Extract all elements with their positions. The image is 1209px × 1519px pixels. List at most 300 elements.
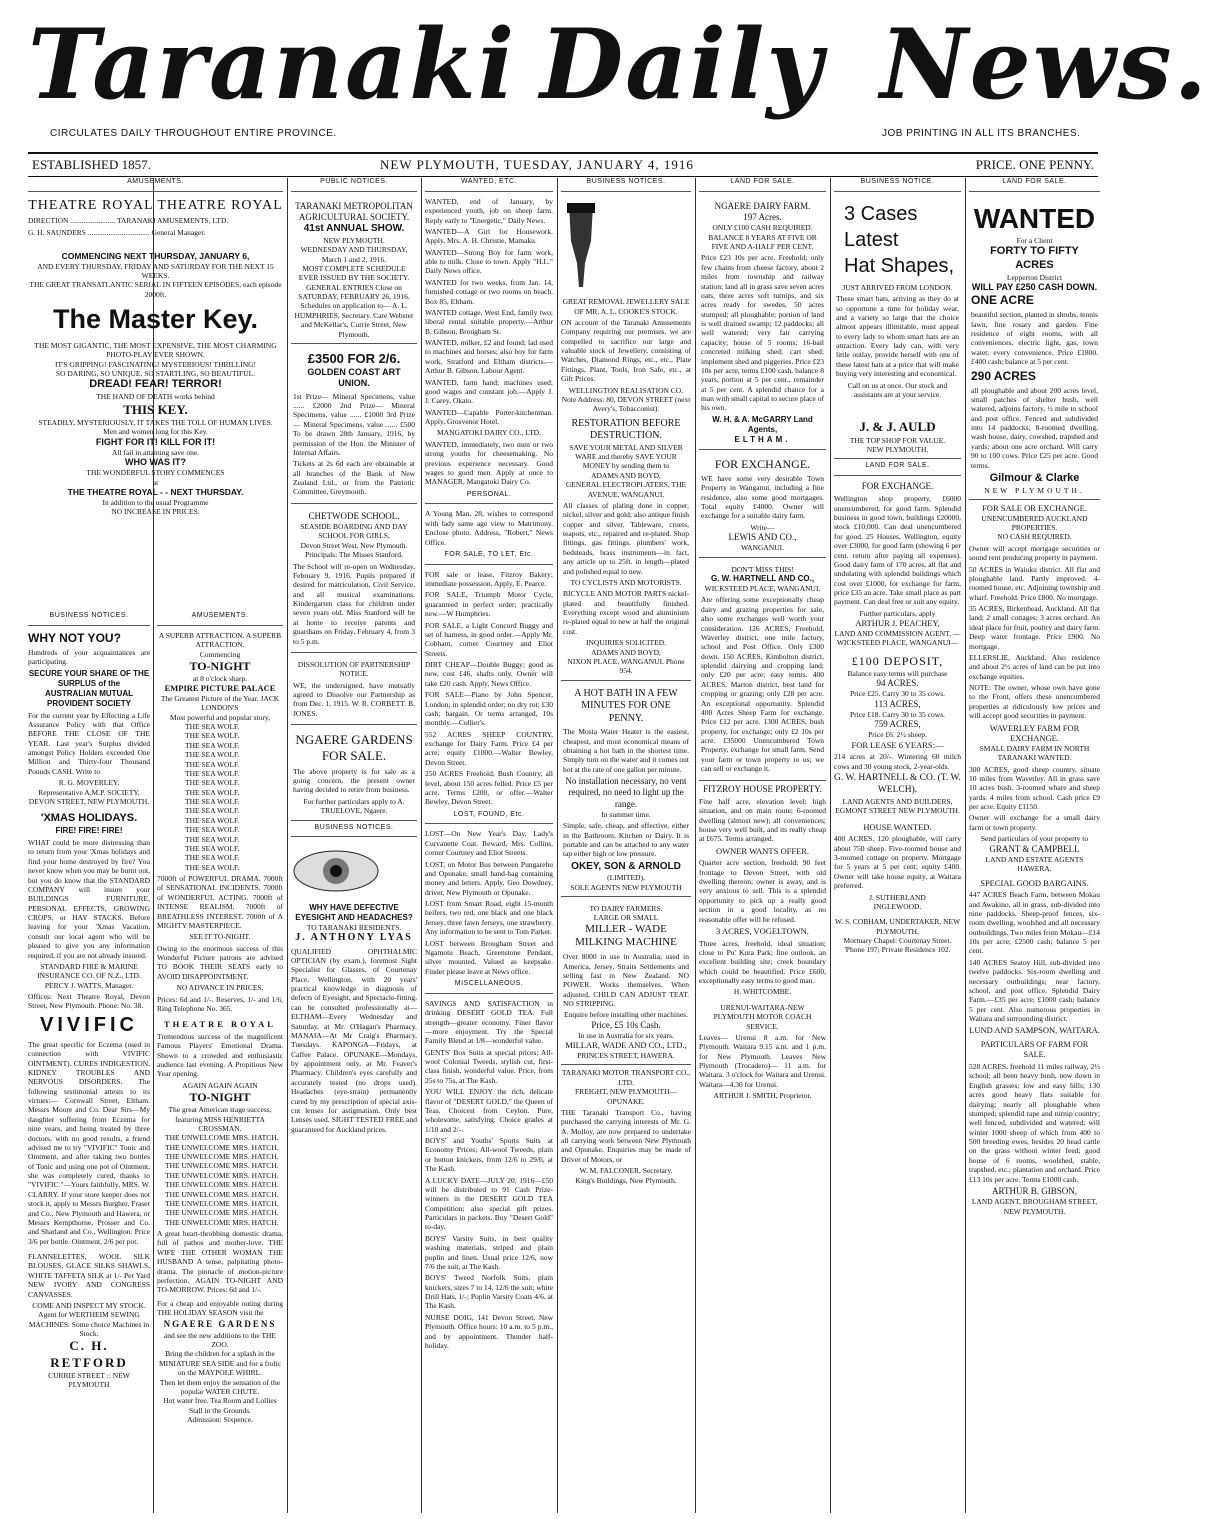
unwelcome-line: THE UNWELCOME MRS. HATCH. [165, 1170, 279, 1180]
acres-290: 290 ACRES [971, 368, 1036, 383]
dread: DREAD! FEAR! TERROR! [89, 378, 222, 391]
unwelcome-line: THE UNWELCOME MRS. HATCH. [165, 1189, 279, 1199]
footage: 7000ft of POWERFUL DRAMA. 7000ft of SENSATIONAL INCIDENTS. 7000ft of WONDERFUL ACTING. 7000ft of INTENSE REALISM. 7000ft of BREATHLESS INTEREST. 7000ft of A MIGHTY MASTERPIECE. [157, 874, 283, 930]
nixon-place: NIXON PLACE, WANGANUI. Phone 954. [567, 656, 685, 676]
sea-wolf-line: THE SEA WOLF. [185, 750, 240, 760]
house-wanted: HOUSE WANTED. [863, 821, 932, 832]
milker-price: Price, £5 10s Cash. [591, 1019, 661, 1030]
commencing: COMMENCING NEXT THURSDAY, JANUARY 6, [61, 251, 250, 261]
write: Write— [750, 522, 775, 532]
hand-of-death: THE HAND OF DEATH works behind [96, 392, 215, 402]
land-agent: LAND AND COMMISSION AGENT, —WICKSTEED PLACE, WANGANUI— [834, 628, 961, 648]
inquiries: INQUIRIES SOLICITED. [586, 638, 666, 648]
misc-ad: GENTS' Box Suits at special prices; All-wool Colonial Tweeds, stylish cut, first-class finish, wonderful value. Price, from 25s to 75s, at The Kash. [425, 1047, 553, 1085]
lost-ad: LOST between Brougham Street and Ngamotu Beach, Greenstone Pendant, silver mounted. Valued as keepsake. Finder please leave at News office. [425, 938, 553, 976]
sale-exchange: FOR SALE OR EXCHANGE. [982, 503, 1087, 513]
standard-co: STANDARD FIRE & MARINE INSURANCE CO. OF N.Z., LTD. [37, 961, 141, 981]
vivific-title: VIVIFIC [39, 1013, 138, 1036]
taranaki-metropolitan: TARANAKI METROPOLITAN AGRICULTURAL SOCIETY. [295, 200, 413, 222]
exchange-ad [699, 453, 826, 558]
wanted-client-ad [969, 197, 1100, 500]
acres-400: 400 ACRES, 120 ploughable, will carry about 750 sheep. Five-roomed house and 3-roomed cottage on property. Mortgage for 5 years at 5 per cent; equity £400. Owner will take house equity, at Waitara preferred. [834, 834, 961, 891]
golden-coast: GOLDEN COAST ART UNION. [307, 367, 401, 389]
gw-hartnell: G. W. HARTNELL & CO. (T. W. WELCH). [834, 773, 961, 795]
ngaere-sale-ad [291, 728, 417, 820]
acres-759: 759 ACRES, [874, 719, 921, 730]
hat-ad [834, 197, 961, 460]
lease-body: 214 acres at 20/-. Wintering 60 milch cows and 30 young stock, 2-year-olds. [834, 752, 961, 771]
no-cash: NO CASH REQUIRED. [997, 532, 1072, 542]
miller-wade: MILLER - WADE MILKING MACHINE [575, 922, 677, 949]
school-body: The School will re-open on Wednesday, February 9, 1916. Pupils prepared if desired for matriculation, Civil Service, and all musical examinations. Kindergarten class for children under seven years old. Miss Stanford will be at home to receive parents and guardians on Friday, February 4, from 3 to 5 p.m. [293, 561, 415, 646]
unwelcome-line: THE UNWELCOME MRS. HATCH. [165, 1152, 279, 1161]
deposit: £100 DEPOSIT, [851, 653, 944, 668]
masthead-title-taranaki: Taranaki [28, 8, 517, 121]
business-notices-col5 [561, 178, 691, 1513]
no-increase: NO INCREASE IN PRICES. [111, 507, 200, 517]
mortuary: Mortuary Chapel: Courtenay Street. 'Phone 197; Private Residence 102. [843, 936, 952, 955]
see-it: SEE IT TO-NIGHT. [189, 932, 251, 942]
secure-share: SECURE YOUR SHARE OF THE SURPLUS of the [28, 668, 150, 688]
urenui: URENUI-WAITARA-NEW PLYMOUTH MOTOR COACH SERVICE. [713, 1002, 812, 1031]
personal-ad: A Young Man, 28, wishes to correspond with lady same age view to Matrimony. Enclose photo. Address, "Robert," News Office. [425, 509, 553, 547]
vivific-body: The great specific for Eczema (used in connection with VIVIFIC OINTMENT). CURES INDIGESTION, KIDNEY TROUBLES AND NERVOUS DISORDERS. The following testimonial attests to its virtues:— Cornwall Street, Eltham. Messrs Moore and Co. Dear Sirs—My daughter suffering from Eczema for nine years, and being treated by three doctors, with no good results, a friend advised me to try "VIVIFIC" Tonic and Ointment, and after taking two bottles of Tonic and using one pot of Ointment, she was completely cured, thanks to "VIVIFIC."—Yours faithfully, MRS. W. CLARRY. If your store keeper does not stock it, apply to Messrs Burgher, Fraser and Co., New Plymouth and Hawera, or Messrs Kempthorne, Prosser and Co. and Sharland and Co., Wellington. Price 3/6 per bottle. Ointment, 2/6 per pot. [28, 1039, 150, 1246]
cyclists: TO CYCLISTS AND MOTORISTS. [570, 577, 682, 587]
will-pay: WILL PAY £250 CASH DOWN. [971, 282, 1098, 292]
np: NEW PLYMOUTH. [323, 235, 385, 245]
place-date: NEW PLYMOUTH, TUESDAY, JANUARY 4, 1916 [380, 157, 694, 172]
sutherland: J. SUTHERLAND [869, 892, 926, 902]
whitcombe: H. WHITCOMBE. [733, 987, 792, 997]
misc-ad: BOYS' and Youths' Sports Suits at Economy Prices; All-wool Tweeds, plain or button knickers, from 12/6 to 29/6, at The Kash. [425, 1136, 553, 1174]
addition: In addition to the usual Programme [102, 497, 209, 507]
amp-body: For the current year by Effecting a Life Assurance Policy with that Office BEFORE THE CLOSE OF THE YEAR. Last year's Surplus divided amongst Policy Holders exceeded One Million and Thirty-four Thousand Pounds CASH. Write to [28, 710, 150, 776]
special-bargains: SPECIAL GOOD BARGAINS. [980, 877, 1089, 888]
steadily: STEADILY, MYSTERIOUSLY, IT TAKES THE TOLL OF HUMAN LIVES. [38, 417, 273, 427]
price-25: Price £25. Carry 30 to 35 cows. [850, 689, 945, 699]
tickets: Tickets at 2s 6d each are obtainable at all branches of the Bank of New Zealand Ltd., or from the Patriotic Committee, Greymouth. [293, 459, 415, 497]
hat-body: These smart hats, arriving as they do at so opportune a time for holiday wear, and a variety so large that the choice almost appears illimitable, must appeal to every lady to whom smart hats are an attraction. Every lady can, with very little outlay, provide herself with one of these latest hats at a price that will make buying very interesting and economical. [836, 294, 959, 379]
exchange-body: WE have some very desirable Town Property in Wanganui, including a fine residence, also some good mortgages. Total equity £4000. Owner will exchange for a suitable dairy farm. [701, 473, 824, 521]
dateline [28, 152, 1098, 177]
chetwode: CHETWODE SCHOOL. [308, 510, 400, 521]
greatest: The Greatest Picture of the Year. JACK LONDON'S [160, 693, 280, 713]
sea-wolf-list [157, 722, 283, 872]
unwelcome-line: THE UNWELCOME MRS. HATCH. [165, 1217, 279, 1227]
pounds: £3500 FOR 2/6. [307, 350, 401, 366]
adams-boyd: ADAMS AND BOYD, [591, 470, 661, 480]
top-shop: THE TOP SHOP FOR VALUE. [849, 435, 946, 445]
wonderful-story: THE WONDERFUL STORY COMMENCES [86, 468, 225, 478]
forsale-ad: FOR SALE—Piano by John Spencer, London; in splendid order; no dry rot; £30 cash; bargain. Or terms arranged, 10s monthly.—Collier's. [425, 690, 553, 728]
dairy-farmers: TO DAIRY FARMERS. [589, 903, 663, 913]
transport: TARANAKI MOTOR TRANSPORT CO., LTD. [561, 1068, 691, 1087]
section-head: LAND FOR SALE. [699, 178, 826, 192]
sea-wolf-line: THE SEA WOLF. [185, 722, 240, 731]
amusements-col2 [157, 612, 283, 1512]
wanted-ad: WANTED—A Girl for Housework. Apply, Mrs. A. H. Christie, Mamaku. [425, 226, 553, 246]
owner-wants: OWNER WANTS OFFER. [715, 845, 810, 856]
lost-ad: LOST, on Motor Bus between Pungarehu and Opunake, small hand-bag containing money and letters. Apply, Geo Dowdney, driver, New Plymouth or Opunake. [425, 859, 553, 897]
misc-ad: YOU WILL ENJOY the rich, delicate flavor of "DESERT GOLD," the Queen of Teas. Choicest from Ceylon. Pure, wholesome, satisfying. Choice grades at 1/10 and 2/-. [425, 1087, 553, 1134]
sea-wolf-line: THE SEA WOLF. [185, 843, 240, 853]
hat-shapes: Hat Shapes, [844, 254, 955, 277]
price: PRICE. ONE PENNY. [975, 157, 1094, 172]
principals: Principals: The Misses Stanford. [305, 550, 403, 560]
superb: A SUPERB ATTRACTION. A SUPERB ATTRACTION. [158, 630, 282, 650]
misc-ad: NURSE DOIG, 141 Devon Street, New Plymouth. Office hours: 10 a.m. to 5 p.m., and by appointment. Thunder half-holiday. [425, 1312, 553, 1350]
forsale-ad: FOR SALE, a Light Concord Buggy and set of harness, in good order.—Apply Mr. Cobham, corner Courtney and Eliot Streets. [425, 620, 553, 658]
waverley: WAVERLEY FARM FOR EXCHANGE. [989, 722, 1080, 744]
balance-easy: Balance easy terms will purchase [847, 668, 948, 678]
unwelcome-body: A great heart-throbbing domestic drama, full of pathos and mother-love. THE WIFE THE OTHER WOMAN THE HUSBAND A tense, palpitating photo-drama. The pinnacle of motion-picture perfection. AGAIN TO-NIGHT AND TO-MORROW. Prices: 6d and 1/-. [157, 1229, 283, 1295]
a447: 447 ACRES Beach Farm, between Mokau and Awakino, all in grass, sub-divided into nine paddocks. Sheep-proof fences, six-room dwelling, woolshed and all necessary outbuildings. Two miles from Mokau—£14 10s per acre; £2500 cash; balance 5 per cent. [969, 890, 1100, 956]
note-address: Note Address: 80, DEVON STREET (next Avery's, Tobacconist). [561, 394, 691, 414]
ellerslie: ELLERSLIE, Auckland. Also residence and about 2½ acres of land can be put into exchange equities. [969, 652, 1100, 681]
a290-body: all ploughable and about 200 acres level, small patches of shelter bush, well watered, adjoins factory, ½ mile to school and post office. Fenced and subdivided into 14 paddocks; 8-roomed dwelling, wash house, dairy, cowshed, trapshed and yards; about one acre orchard. Will carry 90 to 100 cows. Price £25 per acre. Good terms. [971, 385, 1098, 470]
come-inspect: COME AND INSPECT MY STOCK. [32, 1300, 146, 1310]
owner-accept: Owner will accept mortgage securities or sound rent producing property in payment. [969, 543, 1100, 563]
section-head: AMUSEMENTS. [157, 612, 283, 626]
section-head: LAND FOR SALE. [834, 462, 961, 476]
cases: 3 Cases [844, 202, 918, 225]
retford: C. H. RETFORD [50, 1338, 128, 1370]
price-18: Price £18. Carry 30 to 35 cows. [850, 709, 945, 719]
at-8: at 8 o'clock sharp. [192, 673, 248, 683]
manager: G. H. SAUNDERS ................................. General Manager. [28, 227, 206, 237]
sole-agents: SOLE AGENTS NEW PLYMOUTH [570, 882, 682, 892]
cheap-outing: For a cheap and enjoyable outing during THE HOLIDAY SEASON visit the [157, 1298, 283, 1317]
sea-wolf-line: THE SEA WOLF. [185, 759, 240, 769]
no-advance: NO ADVANCE IN PRICES. [176, 983, 264, 993]
wanted-ad: WANTED cottage, West End, family two; liberal rental suitable property.—Arthur B. Gibson, Brougham St. [425, 307, 553, 336]
hot-bath: A HOT BATH IN A FEW MINUTES FOR ONE PENNY. [574, 687, 678, 724]
peachey: ARTHUR J. PEACHEY, [855, 618, 940, 629]
call-on-us: Call on us at once. Our stock and assistants are at your service. [847, 380, 948, 399]
acres-197: 197 Acres. [743, 212, 782, 222]
owner-body: Quarter acre section, freehold; 90 feet frontage to Devon Street, with old dwelling thereon; owner is away, and is very anxious to sell. This is a splendid opportunity to pick up a really good section in a good locality, as no reasonable offer will be refused. [699, 858, 826, 924]
lost-ad: LOST from Smart Road, eight 15-month heifers, two red, one black and one black Jersey, three fawn Jerseys, one strawberry. Any information to be sent to Tom Parker. [425, 899, 553, 937]
xmas-holidays: 'XMAS HOLIDAYS. [40, 812, 138, 825]
ngaere-dairy-ad [699, 197, 826, 450]
a50: 50 ACRES in Waiuku district. All flat and ploughable land. Partly improved. 4-roomed house, etc. Adjoining township and wharf. Freehold. Price £800. No mortgage. [969, 564, 1100, 602]
flannelettes: FLANNELETTES, WOOL SILK BLOUSES, GLACE SILKS SHAWLS, WHITE TAFFETA SILK at 1/- Per Yard NEW IVORY AND CONGRESS CANVASSES. [28, 1252, 150, 1299]
enquire: Enquire before installing other machines. [564, 1010, 688, 1020]
transport-body: THE Taranaki Transport Co., having purchased the carrying interests of Mr. G. A. Molloy, are now prepared to undertake all carrying work between New Plymouth and Opunake. Enquiries may be made of Driver of Motors, or [561, 1107, 691, 1164]
column-rule [287, 178, 288, 1513]
lease: FOR LEASE 6 YEARS:— [851, 739, 944, 750]
every: AND EVERY THURSDAY, FRIDAY AND SATURDAY FOR THE NEXT 15 WEEKS. [37, 261, 274, 280]
again: AGAIN AGAIN AGAIN [182, 1080, 258, 1090]
amusements-wide [28, 178, 283, 598]
in-use: In use in Australia for six years. [578, 1031, 674, 1040]
auld-np: NEW PLYMOUTH. [866, 444, 929, 454]
no-installation: No installation necessary, no vent required, no need to light up the range. [565, 776, 687, 809]
moverley: R. G. MOVERLEY, [58, 778, 120, 788]
public-notices-col [291, 178, 417, 1513]
sea-wolf-line: THE SEA WOLF. [185, 797, 240, 806]
for-client: For a Client [1016, 235, 1053, 245]
unwelcome-line: THE UNWELCOME MRS. HATCH. [165, 1133, 279, 1143]
lund-sampson: LUND AND SAMPSON, WAITARA. [969, 1025, 1100, 1036]
acres-113: 113 ACRES, [874, 698, 921, 709]
eltham: ELTHAM. [734, 434, 791, 444]
amp-rep: Representative A.M.P. SOCIETY, DEVON STREET, NEW PLYMOUTH. [28, 787, 150, 806]
a35: 35 ACRES, Birkenhead, Auckland. All flat land; 2 small cottages; 3 acres orchard. An ideal place for fruit, poultry and dairy farm. Deep water frontage. Price £900. No mortgage. [969, 604, 1100, 651]
mosta: The Mosta Water Heater is the easiest, cheapest, and most economical means of obtaining a hot bath in the shortest time. Simply turn on the water and it comes out hot at the rate of one gallon per minute. [563, 727, 689, 774]
sea-wolf-line: THE SEA WOLF. [185, 740, 240, 750]
daring: SO DARING, SO UNIQUE, SO STARTLING, SO BEAUTIFUL. [55, 369, 256, 378]
auld: J. & J. AULD [859, 419, 936, 435]
art-union-ad [291, 347, 417, 504]
theatre-title: THEATRE ROYAL THEATRE ROYAL [28, 197, 283, 213]
prices: Prices: 6d and 1/-. Reserves, 1/- and 1/6, Ring Telephone No. 365. [157, 994, 283, 1013]
unwelcome-line: THE UNWELCOME MRS. HATCH. [165, 1142, 279, 1152]
cobham: W. S. COBHAM, UNDERTAKER, NEW PLYMOUTH. [834, 917, 961, 936]
offices: Offices: Next Theatre Royal, Devon Street, New Plymouth. Phone: No. 38. [28, 992, 150, 1011]
a300: 300 ACRES, good sheep country, situate 10 miles from Waverley. All in grass save 10 acres bush. 3-roomed whare and sheep yards. 4 miles from school. Cash price £9 per acre. Equity £1150. [969, 764, 1100, 811]
who-was-it: WHO WAS IT? [125, 457, 186, 468]
princes-street: PRINCES STREET, HAWERA. [577, 1051, 675, 1060]
sea-wolf-line: THE SEA WOLF. [185, 834, 240, 844]
why-not-you: WHY NOT YOU? [28, 630, 121, 645]
sea-wolf-line: THE SEA WOLF. [185, 778, 240, 788]
lyas: J. ANTHONY LYAS [295, 932, 413, 943]
a528: 528 ACRES, freehold 11 miles railway, 2½ school; all been heavy bush, now down in English grasses; low and easy hills; 130 acres good heavy flats suitable for dairying; nearly all ploughable when stumped; splendid rape and turnip country; well fenced, subdivided and watered; will winter 1000 sheep of which from 400 to 500 breeding ewes, besides 20 head cattle on the grass without winter feed; good house of 6 rooms, woolshed, stable, trapshed, etc.; plantation and orchard. Price £13 10s per acre. Terms £1000 cash. [969, 1062, 1100, 1184]
vogel-body: Three acres, freehold, ideal situation; close to Pu' Kura Park; fine outlook, an excellent building site; creek boundary which could be beautified. Price £600, exceptionally easy terms to good man. [699, 938, 826, 985]
misc-ad: BOYS' Tweed Norfolk Suits, plain knickers, sizes 7 to 14, 12/6 the suit; white Drill Hats, 1/-; Poplin Varsity Coats 4/6, at The Kash. [425, 1273, 553, 1311]
wanganui: WANGANUI. [740, 543, 785, 553]
note: NOTE: The owner, whose own have gone to the Front, offers these unencumbered properties at ridiculously low prices and will accept good securities in payment. [969, 683, 1100, 721]
for-exchange: FOR EXCHANGE. [861, 481, 934, 491]
sewing-agent: Agent for WERTHEIM SEWING MACHINES. Some choice Machines in Stock. [28, 1310, 150, 1338]
all-fail: All fail in attaining save one. [111, 447, 200, 457]
owing: Owing to the enormous success of this Wonderful Picture patrons are advised TO BOOK THEIR SEATS early to AVOID DISAPPOINTMENT. [157, 943, 283, 981]
sea-wolf-line: THE SEA WOLF. [185, 862, 240, 872]
business-notice-col7 [834, 178, 961, 1513]
gc-np: NEW PLYMOUTH. [984, 485, 1085, 495]
smith: ARTHUR J. SMITH, Proprietor. [713, 1091, 812, 1101]
section-head: FOR SALE, TO LET, Etc. [425, 551, 553, 565]
grant-sub: LAND AND ESTATE AGENTS HAWERA. [985, 854, 1084, 874]
ngaere-sale: NGAERE GARDENS FOR SALE. [295, 732, 413, 764]
sea-wolf-line: THE SEA WOLF. [185, 815, 240, 825]
most-gigantic: THE MOST GIGANTIC, THE MOST EXPENSIVE, THE MOST CHARMING PHOTO-PLAY EVER SHOWN. [34, 340, 277, 360]
ngaere-gardens: NGAERE GARDENS [163, 1319, 277, 1330]
sea-wolf-line: THE SEA WOLF. [185, 787, 240, 797]
ngaere-body: The above property is for sale as a going concern, the present owner having decided to retire from business. [293, 766, 415, 795]
removal-body: ON account of the Taranaki Amusements Company requiring our premises, we are compelled to sacrifice our large and valuable stock of Jewellery, consisting of Watches, Diamond Rings, etc., etc., Plate Fittings, Plant, Tools, Iron Safe, etc., at Gift Prices. [561, 317, 691, 384]
hot-water: Hot water free. Tea Room and Lollies Stall in the Grounds. [163, 1396, 277, 1415]
lyas-body: QUALIFIED OPHTHALMIC OPTICIAN (by exam.), foremost Sight Specialist for Glasses, of Courtenay Place, Wellington, with 20 years' practical knowledge in diagnosis of defects of Eyesight, and Spectacle-fitting, can be consulted professionally at— ELTHAM—Every Wednesday and Saturday, at Mr. O'Hagan's Pharmacy. MANAIA—At Mr Craig's Pharmacy, Tuesdays. KAPONGA—Fridays, at Caffee Palace. OPUNAKE—Mondays, by appointment only, at Mr. Feaver's Pharmacy. Children's eyes carefully and accurately tested (no drops used). Headaches (eye-strain) permanently cured by my prescription of special axis-cut lenses for astigmatism. Only best Lenses used. SIGHT TESTED FREE and guaranteed for Auckland prices. [291, 946, 417, 1134]
column-rule [695, 178, 696, 1513]
wanted-col [425, 178, 553, 1513]
one-acre: ONE ACRE [971, 293, 1034, 308]
summer: In summer time. [601, 809, 651, 819]
american: The great American stage success, featuring MISS HENRIETTA CROSSMAN. [168, 1105, 272, 1133]
restoration-ad [561, 414, 691, 681]
small-dairy: SMALL DAIRY FARM IN NORTH TARANAKI WANTED. [979, 743, 1090, 763]
gibson: ARTHUR B. GIBSON, [992, 1185, 1077, 1196]
plating-classes: All classes of plating done in copper, nickel, silver and gold; also antique finish copper and silver. Tableware, cruets, teapots, etc., repaired and re-plated. Shop fittings, gas fittings, plumbers' work, bedsteads, brass instruments—in fact, any article up to 25ft. in length—plated and polished equal to new. [563, 500, 689, 576]
theatre-royal-2: THEATRE ROYAL [164, 1019, 276, 1030]
established: ESTABLISHED 1857. [32, 157, 151, 172]
commencing: Commencing [199, 649, 241, 659]
empire-picture-palace: EMPIRE PICTURE PALACE [164, 683, 276, 694]
fitzroy: FITZROY HOUSE PROPERTY. [703, 783, 822, 794]
section-head: LOST, FOUND, Etc. [425, 811, 553, 825]
at: at [152, 477, 159, 487]
misc-ad: A LUCKY DATE—JULY 20, 1916—£50 will be distributed to 91 Cash Prize-winners in the DESERT GOLD TEA Competition; also special gift prizes. Particulars in packets. Buy "Desert Gold" to-day. [425, 1175, 553, 1232]
land-for-sale-col8 [969, 178, 1100, 1513]
tonight-2: TO-NIGHT [189, 1090, 251, 1105]
tremendous: Tremendous success of the magnificent Famous Players' Emotional Drama. Shown to a crowded and enthusiastic audience last evening. A Propitious New Year opening. [157, 1031, 283, 1079]
leaves: Leaves— Urenui 8 a.m. for New Plymouth. Waitara 9.15 a.m. and 1 p.m. for New Plymouth. Leaves New Plymouth (Trocadero)— 11 a.m. for Waitara. 3 o'clock for Waitara and Urenui. Waitara—4.30 for Urenui. [699, 1032, 826, 1089]
prizes: 1st Prize— Mineral Specimens, value ...... £2000 2nd Prize— Mineral Specimens, value ...... £1000 3rd Prize— Mineral Specimens, value ...... £500 To be drawn 28th January, 1916, by permission of the Hon. the Minister of Internal Affairs. [293, 391, 415, 457]
falconer: W. M. FALCONER, Secretary. [579, 1166, 673, 1176]
a140: 140 ACRES Seatoy Hill, sub-divided into twelve paddocks. Six-room dwelling and necessary outbuildings; near factory, school, and post office. Splendid Dairy Farm.—£35 per acre; £1000 cash; balance 5 per cent. Also numerous properties in Waitara and surrounding district. [969, 957, 1100, 1023]
dates: WEDNESDAY AND THURSDAY, March 1 and 2, 1916. [300, 245, 408, 264]
sea-wolf-line: THE SEA WOLF. [185, 731, 240, 741]
masthead [0, 0, 1209, 150]
wanted-ad: WANTED, end of January, by experienced youth, job on sheep farm. Reply early to "Energetic," Daily News. [425, 196, 553, 225]
next-thursday: THE THEATRE ROYAL - - NEXT THURSDAY. [67, 487, 244, 498]
hartnell: G. W. HARTNELL AND CO., [710, 574, 815, 583]
fire-fire: FIRE! FIRE! FIRE! [55, 826, 123, 835]
acres-94: 94 ACRES. [876, 677, 919, 688]
forsale-ad: FOR SALE, Triumph Motor Cycle, guaranteed in perfect order; practically new.—W Humphries. [425, 590, 553, 619]
further: For further particulars apply to A. TRUELOVE, Ngaere. [303, 796, 405, 816]
fitzroy-body: Fine half acre, elevation level; high situation, and on main route; 6-roomed dwelling (almost new); all conveniences; house very well built, and its really cheap at £675. Terms arranged. [699, 796, 826, 844]
miller-body: Over 8000 in use in Australia; used in America, Jersey, Straits Settlements and selling fast in New Zealand. NO POWER. Works themselves. When adjusted, CHILD CAN ADJUST TEAT. NO STRIPPING. [563, 952, 689, 1008]
price-6: Price £6. 2½ sheep. [868, 730, 927, 740]
forty-fifty: FORTY TO FIFTY ACRES [990, 245, 1079, 271]
this-key: THIS KEY. [123, 401, 188, 417]
tagline-right: JOB PRINTING IN ALL ITS BRANCHES. [882, 128, 1081, 139]
diss-body: WE, the undersigned, have mutually agreed to Dissolve our Partnership as from Dec. 1, 1915. W. R. CORBETT. B. JONES. [293, 680, 415, 718]
entries: GENERAL ENTRIES Close on SATURDAY, FEBRUARY 26, 1916. [298, 282, 410, 301]
section-head: PERSONAL. [425, 491, 553, 505]
freight: FREIGHT, NEW PLYMOUTH—OPUNAKE. [574, 1087, 678, 1106]
hundreds: Hundreds of your acquaintances are participating. [28, 647, 150, 667]
zoo: and see the new additions to the THE ZOO. [163, 1330, 277, 1349]
wanted-ad: MANGATOKI DAIRY CO., LTD. [437, 428, 541, 438]
mcgarry: W. H. & A. McGARRY Land Agents, [712, 414, 813, 434]
seaside: SEASIDE BOARDING AND DAY SCHOOL FOR GIRLS, [300, 522, 408, 541]
kings-buildings: King's Buildings, New Plymouth. [575, 1175, 677, 1185]
admission: Admission: Sixpence. [187, 1415, 253, 1424]
sea-wolf-line: THE SEA WOLF. [185, 825, 240, 835]
unwelcome-line: THE UNWELCOME MRS. HATCH. [165, 1198, 279, 1208]
vogeltown: 3 ACRES, VOGELTOWN. [716, 925, 809, 936]
large-small: LARGE OR SMALL [593, 913, 659, 923]
milking-ad [561, 900, 691, 1066]
school-ad [291, 507, 417, 653]
wanted-ad: WANTED—Strong Boy for farm work, able to milk. Close to town. Apply "H.L." Daily News office. [425, 247, 553, 276]
millar-wade: MILLAR, WADE AND CO., LTD., [565, 1040, 687, 1051]
master-key-title: The Master Key. [52, 304, 259, 335]
lepperton: Lepperton District [1006, 272, 1063, 282]
further: Further particulars, apply [859, 608, 936, 618]
gilmour-clarke: Gilmour & Clarke [989, 471, 1080, 484]
devon: Devon Street West, New Plymouth. [300, 540, 408, 550]
show-ad [291, 197, 417, 344]
restoration: RESTORATION BEFORE DESTRUCTION. [571, 417, 681, 442]
inglewood: INGLEWOOD. [873, 901, 922, 911]
section-head: BUSINESS NOTICES. [561, 178, 691, 192]
particulars: PARTICULARS OF FARM FOR SALE. [980, 1040, 1089, 1059]
most-powerful: Most powerful and popular story, [169, 712, 271, 722]
latest: Latest [844, 228, 899, 251]
gibson-sub: LAND AGENT, BROUGHAM STREET, NEW PLYMOUTH. [971, 1197, 1098, 1216]
lewis: LEWIS AND CO., [728, 532, 797, 542]
annual-show: 41st ANNUAL SHOW. [303, 223, 405, 235]
section-head: WANTED, ETC. [425, 178, 553, 192]
tagline-left: CIRCULATES DAILY THROUGHOUT ENTIRE PROVINCE. [50, 128, 337, 139]
wanted-ad: WANTED, farm hand; machines used; good wages and constant job.—Apply J. J. Carey, Okato. [425, 377, 553, 406]
ngaere-dairy: NGAERE DAIRY FARM. [714, 200, 811, 211]
masthead-title-news: News. [880, 8, 1209, 121]
forsale-ad: DIRT CHEAP—Double Buggy; good as new, cost £46, shafts only. Owner will take £20 cash. Apply, News Office. [425, 660, 553, 688]
unencumbered: UNENCUMBERED AUCKLAND PROPERTIES. [981, 513, 1088, 532]
unwelcome-list [157, 1133, 283, 1227]
column-rule [965, 178, 966, 1513]
amp-name: AUSTRALIAN MUTUAL PROVIDENT SOCIETY [45, 688, 133, 708]
save-metal: SAVE YOUR METAL AND SILVER WARE and thereby SAVE YOUR MONEY by sending them to [569, 442, 683, 471]
owner-exch: Owner will exchange for a small dairy farm or town property. [969, 813, 1100, 832]
bicycle-parts: BICYCLE AND MOTOR PARTS nickel-plated and beautifully finished. Everything except wood and aluminium re-plated equal to new at half the original cost. [563, 589, 689, 636]
section-head: LAND FOR SALE. [969, 178, 1100, 192]
fight: FIGHT FOR IT! KILL FOR IT! [95, 436, 216, 447]
unwelcome-line: THE UNWELCOME MRS. HATCH. [165, 1180, 279, 1190]
limited: (LIMITED), [607, 873, 645, 883]
section-head: MISCELLANEOUS. [425, 980, 553, 994]
dissolution-ad [291, 656, 417, 725]
removal: GREAT REMOVAL JEWELLERY SALE OF MR. A. L. COOKE'S STOCK. [562, 297, 690, 316]
fire-body: WHAT could be more distressing than to return from your 'Xmas holidays and find your home destroyed by fire? You never know when you may be burnt out, but you do know that the STANDARD COMPANY will insure your BUILDINGS FURNITURE, PERSONAL EFFECTS, GROWING CROPS, or HAY STACKS. Before leaving for your 'Xmas Vacation, consult our local agent who will be pleased to give you any information required, if you are not already insured. [28, 838, 150, 960]
sea-wolf-line: THE SEA WOLF. [185, 768, 240, 778]
misc-ad: BOYS' Varsity Suits, in best quality washing materials, striped and plain poplin and linen. Usual price 12/6, now 7/6 the suit, at The Kash. [425, 1233, 553, 1271]
grant-campbell: GRANT & CAMPBELL [989, 843, 1080, 854]
serial: THE GREAT TRANSATLANTIC SERIAL IN FIFTEEN EPISODES, each episode 2000ft. [29, 280, 282, 299]
agents-builders: LAND AGENTS AND BUILDERS, EGMONT STREET NEW PLYMOUTH. [835, 796, 960, 816]
section-head: BUSINESS NOTICES. [28, 612, 150, 626]
forsale-ad: FOR sale or lease, Fitzroy Bakery; immediate possession. Apply, E. Pearce. [425, 569, 553, 588]
misc-ad: SAVINGS AND SATISFACTION in drinking DESERT GOLD TEA. Full strength—greater economy. Finer flavor—more enjoyment. Try the Special Family Blend at 1/8—wonderful value. [425, 998, 553, 1046]
column-rule [557, 178, 558, 1513]
schedules: Schedules on application to— A. L. HUMPHRIES, Secretary. Care Webster and McKellar's, Currie Street, New Plymouth. [294, 301, 414, 339]
direction: DIRECTION ........................ TARANAKI AMUSEMENTS, LTD. [28, 216, 229, 226]
wanted-ad: WANTED for two weeks, from Jan. 14, furnished cottage or two rooms on beach. Box 85, Eltham. [425, 277, 553, 306]
schedule: MOST COMPLETE SCHEDULE EVER ISSUED BY THE SOCIETY. [298, 263, 410, 283]
section-head: BUSINESS NOTICE. [834, 178, 961, 192]
dissolution: DISSOLUTION OF PARTNERSHIP NOTICE. [297, 659, 411, 679]
unwelcome-line: THE UNWELCOME MRS. HATCH. [165, 1161, 279, 1171]
only-100: ONLY £100 CASH REQUIRED. [712, 223, 813, 233]
sea-wolf-line: THE SEA WOLF. [185, 853, 240, 863]
one-body: beautiful section, planted in shrubs, tennis lawn, fine rosary and garden. Fine residence of eight rooms, with all conveniences, electric light, gas, town water, every convenience. Price £1800. £400 cash; balance at 5 per cent. [971, 310, 1098, 367]
sea-wolf-line: THE SEA WOLF. [185, 806, 240, 816]
price-body: Price £23 10s per acre. Freehold; only few chains from cheese factory, about 2 miles from township and railway station; land all in grass save seven acres oats, three acres soft turnips, and six acres ready for swedes, 50 acres stumped; all ploughable; portion of land is well drained swamp; 12 paddocks; all well watered; very fair carrying capacity; house of 5 rooms; 16-bail concreted milking shed; cart shed; implement shed and piggeries. Price £23 10s per acre, terms £100 cash, balance 8 years, portion at 5 per cent., remainder at 5 per cent. A splendid chance for a man with small capital to secure place of his own. [701, 253, 824, 413]
bring: Bring the children for a splash in the MINIATURE SEA SIDE and for a frolic on the MAYPOLE WHIRL. [158, 1349, 282, 1378]
wanted-title: WANTED [973, 202, 1096, 234]
then: Then let them enjoy the sensation of the popular WATER CHUTE. [159, 1377, 281, 1396]
hartnell-ad [699, 561, 826, 781]
hot-bath-ad [561, 684, 691, 897]
okey-arnold: OKEY, SON & ARNOLD [571, 860, 681, 872]
arrived: JUST ARRIVED FROM LONDON. [842, 282, 953, 292]
acres-552: 552 ACRES SHEEP COUNTRY, exchange for Dairy Farm. Price £4 per acre; equity £1000.—Walter Bewley, Devon Street. [425, 729, 553, 767]
